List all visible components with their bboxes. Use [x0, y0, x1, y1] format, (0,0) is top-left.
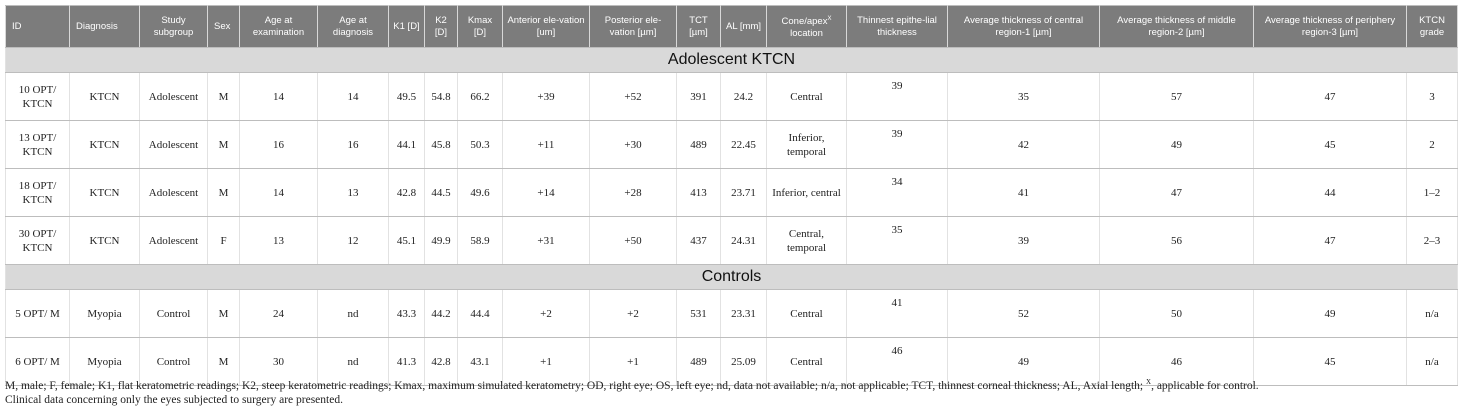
header-kmax: Kmax [D] [458, 6, 503, 48]
cell-posterior-elevation: +30 [590, 121, 677, 169]
cell-thinnest-epithelial: 34 [847, 169, 948, 217]
header-diagnosis: Diagnosis [70, 6, 140, 48]
cell-avg-periphery: 45 [1254, 121, 1407, 169]
cell-tct: 489 [677, 121, 721, 169]
cell-subgroup: Control [140, 290, 208, 338]
cell-avg-central: 52 [948, 290, 1100, 338]
cell-avg-periphery: 47 [1254, 73, 1407, 121]
section-title: Controls [6, 265, 1458, 290]
cell-thinnest-epithelial: 46 [847, 338, 948, 386]
cell-k2: 54.8 [425, 73, 458, 121]
cell-age-diagnosis: 16 [318, 121, 389, 169]
cell-posterior-elevation: +2 [590, 290, 677, 338]
cell-age-diagnosis: 14 [318, 73, 389, 121]
cell-age-exam: 24 [240, 290, 318, 338]
cell-ktcn-grade: 1–2 [1407, 169, 1458, 217]
cell-subgroup: Control [140, 338, 208, 386]
header-cone-text: Cone/apex [781, 16, 828, 28]
table-row [6, 217, 1458, 265]
cell-posterior-elevation: +50 [590, 217, 677, 265]
cell-age-exam: 13 [240, 217, 318, 265]
cell-id: 30 OPT/ KTCN [6, 217, 70, 265]
cell-diagnosis: KTCN [70, 217, 140, 265]
cell-thinnest-epithelial: 39 [847, 121, 948, 169]
cell-subgroup: Adolescent [140, 73, 208, 121]
header-ktcn-grade: KTCN grade [1407, 6, 1458, 48]
cell-ktcn-grade: n/a [1407, 338, 1458, 386]
cell-kmax: 44.4 [458, 290, 503, 338]
cell-thinnest-epithelial: 41 [847, 290, 948, 338]
cell-al: 24.2 [721, 73, 767, 121]
cell-anterior-elevation: +1 [503, 338, 590, 386]
cell-ktcn-grade: 2 [1407, 121, 1458, 169]
cell-kmax: 43.1 [458, 338, 503, 386]
cell-avg-central: 41 [948, 169, 1100, 217]
footnote-line-2: Clinical data concerning only the eyes subjected to surgery are presented. [5, 393, 343, 406]
cell-sex: M [208, 121, 240, 169]
cell-id: 10 OPT/ KTCN [6, 73, 70, 121]
cell-k1: 44.1 [389, 121, 425, 169]
cell-age-exam: 30 [240, 338, 318, 386]
cell-ktcn-grade: n/a [1407, 290, 1458, 338]
header-row [6, 6, 1458, 48]
header-avg-periphery: Average thickness of periphery region-3 [µm] [1254, 6, 1407, 48]
header-cone-tail: location [790, 28, 823, 40]
cell-ktcn-grade: 2–3 [1407, 217, 1458, 265]
cell-k2: 44.2 [425, 290, 458, 338]
cell-kmax: 58.9 [458, 217, 503, 265]
cell-k2: 49.9 [425, 217, 458, 265]
header-k2: K2 [D] [425, 6, 458, 48]
cell-id: 6 OPT/ M [6, 338, 70, 386]
cell-thinnest-epithelial: 35 [847, 217, 948, 265]
cell-anterior-elevation: +39 [503, 73, 590, 121]
cell-tct: 391 [677, 73, 721, 121]
cell-age-diagnosis: nd [318, 290, 389, 338]
cell-subgroup: Adolescent [140, 121, 208, 169]
cell-avg-periphery: 47 [1254, 217, 1407, 265]
cell-id: 13 OPT/ KTCN [6, 121, 70, 169]
header-age-diagnosis: Age at diagnosis [318, 6, 389, 48]
cell-avg-periphery: 49 [1254, 290, 1407, 338]
footnote-superscript: X [1146, 378, 1152, 386]
cell-tct: 531 [677, 290, 721, 338]
header-al: AL [mm] [721, 6, 767, 48]
cell-avg-central: 35 [948, 73, 1100, 121]
cell-age-exam: 16 [240, 121, 318, 169]
cell-k1: 49.5 [389, 73, 425, 121]
cell-avg-middle: 56 [1100, 217, 1254, 265]
header-id: ID [6, 6, 70, 48]
cell-subgroup: Adolescent [140, 169, 208, 217]
table-row [6, 169, 1458, 217]
cell-k1: 45.1 [389, 217, 425, 265]
cell-cone-location: Central [767, 73, 847, 121]
cell-diagnosis: Myopia [70, 290, 140, 338]
cell-al: 22.45 [721, 121, 767, 169]
header-posterior-elevation: Posterior ele-vation [µm] [590, 6, 677, 48]
cell-k1: 41.3 [389, 338, 425, 386]
header-sex: Sex [208, 6, 240, 48]
cell-avg-periphery: 45 [1254, 338, 1407, 386]
header-anterior-elevation: Anterior ele-vation [um] [503, 6, 590, 48]
cell-id: 18 OPT/ KTCN [6, 169, 70, 217]
cell-sex: M [208, 73, 240, 121]
cell-k1: 43.3 [389, 290, 425, 338]
cell-diagnosis: KTCN [70, 121, 140, 169]
section-header-controls [6, 265, 1458, 290]
cell-avg-middle: 50 [1100, 290, 1254, 338]
cell-sex: M [208, 290, 240, 338]
header-k1: K1 [D] [389, 6, 425, 48]
cell-al: 25.09 [721, 338, 767, 386]
cell-cone-location: Inferior, central [767, 169, 847, 217]
cell-diagnosis: Myopia [70, 338, 140, 386]
cell-avg-periphery: 44 [1254, 169, 1407, 217]
cell-diagnosis: KTCN [70, 73, 140, 121]
cell-cone-location: Central, temporal [767, 217, 847, 265]
cell-age-exam: 14 [240, 169, 318, 217]
cell-sex: M [208, 169, 240, 217]
table-row [6, 290, 1458, 338]
cell-anterior-elevation: +11 [503, 121, 590, 169]
cell-id: 5 OPT/ M [6, 290, 70, 338]
cell-k1: 42.8 [389, 169, 425, 217]
cell-kmax: 66.2 [458, 73, 503, 121]
cell-thinnest-epithelial: 39 [847, 73, 948, 121]
cell-al: 24.31 [721, 217, 767, 265]
cell-avg-central: 49 [948, 338, 1100, 386]
cell-posterior-elevation: +1 [590, 338, 677, 386]
cell-sex: F [208, 217, 240, 265]
header-thinnest-epithelial: Thinnest epithe-lial thickness [847, 6, 948, 48]
cell-cone-location: Central [767, 290, 847, 338]
cell-tct: 437 [677, 217, 721, 265]
footnote-line-1 [5, 375, 1455, 393]
cell-al: 23.31 [721, 290, 767, 338]
table-footnote [5, 375, 1455, 407]
section-title: Adolescent KTCN [6, 48, 1458, 73]
cell-k2: 45.8 [425, 121, 458, 169]
footnote-applicable: , applicable for control. [1151, 379, 1259, 392]
section-header-adolescent [6, 48, 1458, 73]
cell-tct: 489 [677, 338, 721, 386]
cell-ktcn-grade: 3 [1407, 73, 1458, 121]
header-cone-superscript: X [827, 15, 832, 22]
cell-avg-middle: 47 [1100, 169, 1254, 217]
cell-anterior-elevation: +14 [503, 169, 590, 217]
cell-age-exam: 14 [240, 73, 318, 121]
table-row [6, 73, 1458, 121]
cell-sex: M [208, 338, 240, 386]
cell-posterior-elevation: +52 [590, 73, 677, 121]
cell-k2: 44.5 [425, 169, 458, 217]
cell-k2: 42.8 [425, 338, 458, 386]
cell-kmax: 49.6 [458, 169, 503, 217]
footnote-abbreviations: M, male; F, female; K1, flat keratometric readings; K2, steep keratometric readings; Kmax, maximum simulated keratometry; OD, right eye; OS, left eye; nd, data not available; n/a, not applicable; TCT, thinnest corneal thickness; AL, Axial length; [5, 379, 1146, 392]
cell-avg-central: 39 [948, 217, 1100, 265]
cell-avg-central: 42 [948, 121, 1100, 169]
cell-age-diagnosis: 13 [318, 169, 389, 217]
cell-anterior-elevation: +31 [503, 217, 590, 265]
cell-tct: 413 [677, 169, 721, 217]
cell-diagnosis: KTCN [70, 169, 140, 217]
cell-age-diagnosis: nd [318, 338, 389, 386]
cell-avg-middle: 57 [1100, 73, 1254, 121]
table-row [6, 121, 1458, 169]
header-study-subgroup: Study subgroup [140, 6, 208, 48]
cell-subgroup: Adolescent [140, 217, 208, 265]
header-avg-central: Average thickness of central region-1 [µm] [948, 6, 1100, 48]
cell-age-diagnosis: 12 [318, 217, 389, 265]
header-tct: TCT [µm] [677, 6, 721, 48]
cell-kmax: 50.3 [458, 121, 503, 169]
cell-cone-location: Central [767, 338, 847, 386]
cell-avg-middle: 46 [1100, 338, 1254, 386]
header-age-exam: Age at examination [240, 6, 318, 48]
cell-cone-location: Inferior, temporal [767, 121, 847, 169]
cell-posterior-elevation: +28 [590, 169, 677, 217]
clinical-data-table [5, 5, 1458, 386]
header-avg-middle: Average thickness of middle region-2 [µm] [1100, 6, 1254, 48]
cell-avg-middle: 49 [1100, 121, 1254, 169]
cell-al: 23.71 [721, 169, 767, 217]
header-cone-location [767, 6, 847, 48]
cell-anterior-elevation: +2 [503, 290, 590, 338]
